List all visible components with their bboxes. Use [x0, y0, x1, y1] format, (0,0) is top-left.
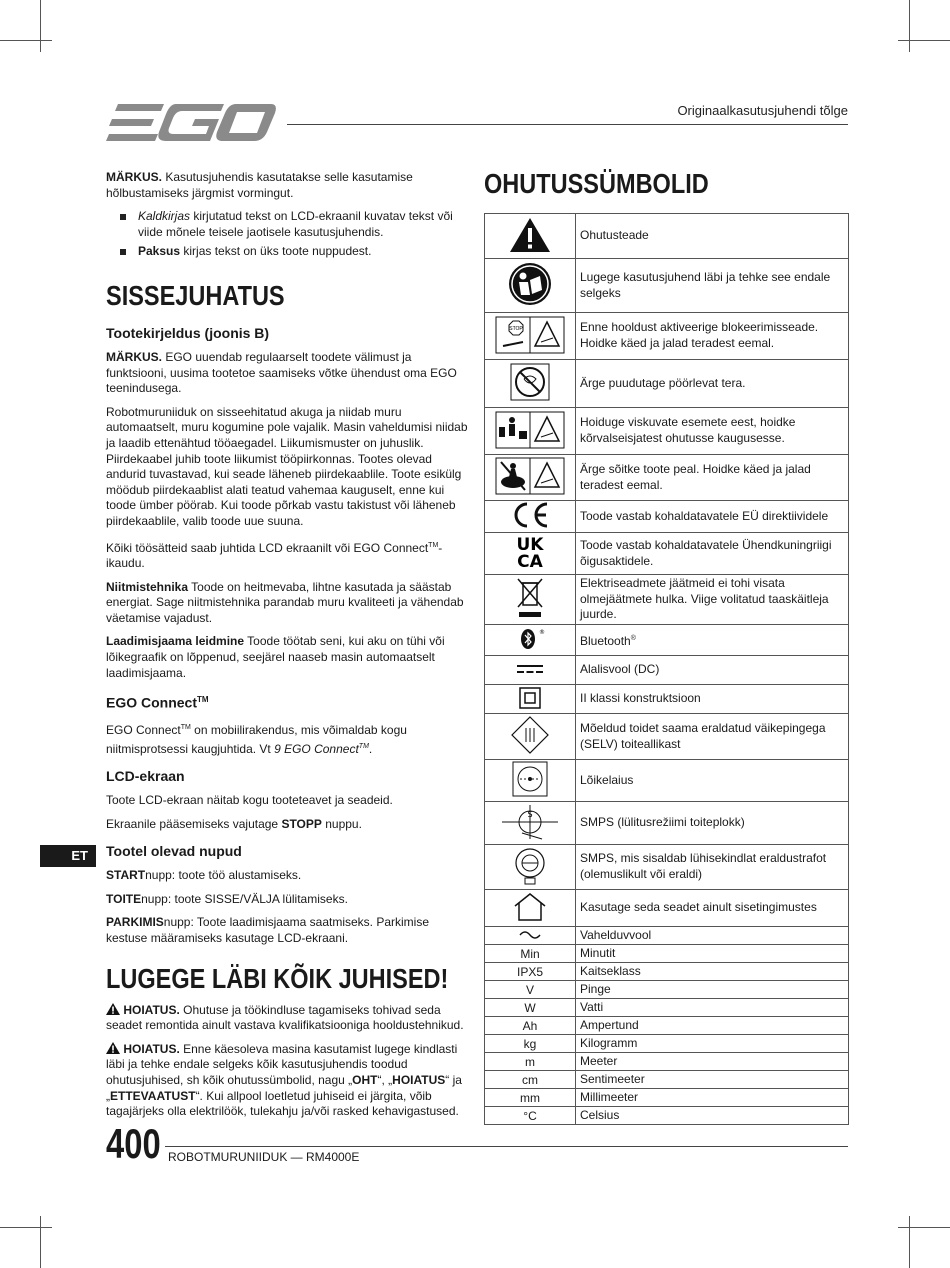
table-row: Ärge sõitke toote peal. Hoidke käed ja jalad teradest eemal.	[485, 455, 849, 501]
smps-transformer-icon	[485, 845, 576, 890]
table-row: Mõeldud toidet saama eraldatud väikepingega (SELV) toiteallikast	[485, 714, 849, 760]
crop-mark	[909, 0, 910, 52]
safety-symbols-table	[484, 213, 849, 1125]
table-row: Toode vastab kohaldatavatele EÜ direktiividele	[485, 501, 849, 533]
table-row: kg Kilogramm	[485, 1035, 849, 1053]
table-row: Lõikelaius	[485, 760, 849, 802]
table-row: S SMPS (lülitusrežiimi toiteplokk)	[485, 802, 849, 845]
thrown-objects-icon	[485, 408, 576, 455]
table-row: Lugege kasutusjuhend läbi ja tehke see endale selgeks	[485, 259, 849, 313]
lcd-stop-paragraph: Ekraanile pääsemiseks vajutage STOPP nuppu.	[106, 816, 362, 831]
table-row: SMPS, mis sisaldab lühisekindlat eraldustrafot (olemuslikult või eraldi)	[485, 845, 849, 890]
warning-read: HOIATUS. Enne käesoleva masina kasutamist lugege kindlasti läbi ja tehke endale selgeks kõik kasutusjuhendis toodud ohutusjuhised, sh kõik ohutussümbolid, nagu „OHT“, „HOIATUS“ ja „ETTEVAATUST“. Kui allpool loetletud juhiseid ei järgita, võib tagajärjeks olla elektrilöök, tulekahju ja/või rasked kehavigastused.	[106, 1041, 462, 1119]
header-subtitle: Originaalkasutusjuhendi tõlge	[677, 103, 848, 118]
header-divider	[287, 124, 848, 125]
list-item: Paksus kirjas tekst on üks toote nuppudest.	[138, 244, 468, 260]
table-row: ® Bluetooth®	[485, 625, 849, 656]
left-column	[106, 170, 468, 1128]
svg-text:UK: UK	[516, 535, 544, 555]
table-row: II klassi konstruktsioon	[485, 685, 849, 714]
read-manual-icon	[485, 259, 576, 313]
list-item: Kaldkirjas kirjutatud tekst on LCD-ekraanil kuvatav tekst või viide mõnele teisele jaotisele kasutusjuhendis.	[138, 209, 468, 240]
settings-paragraph: Kõiki töösätteid saab juhtida LCD ekraanilt või EGO Connect™-ikaudu.	[106, 540, 443, 571]
table-row: Elektriseadmete jäätmeid ei tohi visata olmejäätmete hulka. Viige volitatud taaskäitleja juurde.	[485, 575, 849, 625]
language-tab: ET	[40, 845, 96, 867]
table-row: Ohutusteade	[485, 214, 849, 259]
station-paragraph: Laadimisjaama leidmine Toode töötab seni, kui aku on tühi või lõikegraafik on lõppenud, seejärel naaseb masin automaatselt laadimisjaama.	[106, 634, 445, 680]
intro-paragraph: Robotmuruniiduk on sisseehitatud akuga ja niidab muru automaatselt, muru kogumine pole vajalik. Masin vaheldumisi niidab ja laadib ettenähtud tööaegadel. Liikumismuster on juhuslik. Piirdekaabel juhib toote liikumist tööpiirkonnas. Tootes olevad andurid tuvastavad, kui seade läheneb piirdekaablile. Toote esikülg möödub piirdekaablist alati teatud vahemaa kauguselt, enne kui toode ümber pöörab. Kui toode põrkab vastu takistust või läheneb piirdekaablile, valib toode uue suuna.	[106, 404, 468, 528]
svg-text:®: ®	[539, 628, 545, 636]
crop-mark	[898, 40, 950, 41]
table-row: V Pinge	[485, 981, 849, 999]
lcd-heading: LCD-ekraan	[106, 768, 185, 785]
table-row: Vahelduvvool	[485, 927, 849, 945]
table-row: UK CA Toode vastab kohaldatavatele Ühendkuningriigi õigusaktidele.	[485, 533, 849, 575]
read-instructions-heading: LUGEGE LÄBI KÕIK JUHISED!	[106, 962, 449, 994]
crop-mark	[40, 0, 41, 52]
table-row: STOP Enne hooldust aktiveerige blokeerimisseade. Hoidke käed ja jalad teradest eemal.	[485, 313, 849, 360]
mowing-paragraph: Niitmistehnika Toode on heitmevaba, lihtne kasutada ja säästab energiat. Sage niitmistehnika parandab muru kvaliteeti ja vähendab väetamise vajadust.	[106, 579, 464, 625]
buttons-heading: Tootel olevad nupud	[106, 843, 242, 860]
table-row: Min Minutit	[485, 945, 849, 963]
class-ii-icon	[485, 685, 576, 714]
table-row: Kasutage seda seadet ainult sisetingimustes	[485, 890, 849, 927]
stop-key-blade-icon	[485, 313, 576, 360]
format-note: MÄRKUS. Kasutusjuhendis kasutatakse selle kasutamise hõlbustamiseks järgmist vormingut.	[106, 170, 413, 200]
bluetooth-icon	[485, 625, 576, 656]
indoor-use-icon	[485, 890, 576, 927]
lcd-paragraph: Toote LCD-ekraan näitab kogu tooteteavet ja seadeid.	[106, 793, 393, 808]
format-list	[106, 209, 468, 260]
selv-icon	[485, 714, 576, 760]
footer-divider	[165, 1146, 848, 1147]
intro-heading: SISSEJUHATUS	[106, 279, 285, 311]
cutting-width-icon	[485, 760, 576, 802]
ego-connect-paragraph: EGO Connect™ on mobiilirakendus, mis võimaldab kogu niitmisprotsessi kaugjuhtida. Vt 9 EGO Connect™.	[106, 722, 407, 756]
table-row: W Vatti	[485, 999, 849, 1017]
footer-doc-title: ROBOTMURUNIIDUK — RM4000E	[168, 1150, 360, 1164]
dc-current-icon	[485, 656, 576, 685]
crop-mark	[0, 1227, 52, 1228]
svg-text:S: S	[527, 809, 533, 819]
table-row: mm Millimeeter	[485, 1089, 849, 1107]
table-row: Ah Ampertund	[485, 1017, 849, 1035]
update-note: MÄRKUS. EGO uuendab regulaarselt toodete välimust ja funktsiooni, uusima tootetoe saamiseks võtke ühendust oma EGO teenindusega.	[106, 349, 457, 396]
warning-icon	[106, 1003, 120, 1015]
safety-symbols-heading: OHUTUSSÜMBOLID	[484, 168, 709, 199]
page-number: 400	[106, 1120, 161, 1167]
ego-connect-heading: EGO Connect™	[106, 694, 209, 711]
table-row: cm Sentimeeter	[485, 1071, 849, 1089]
smps-icon	[485, 802, 576, 845]
start-button-desc: STARTnupp: toote töö alustamiseks.	[106, 868, 302, 883]
table-row: °C Celsius	[485, 1107, 849, 1125]
crop-mark	[40, 1216, 41, 1268]
table-row: Ärge puudutage pöörlevat tera.	[485, 360, 849, 408]
ce-mark-icon	[485, 501, 576, 533]
table-row: IPX5 Kaitseklass	[485, 963, 849, 981]
crop-mark	[898, 1227, 950, 1228]
svg-text:STOP: STOP	[509, 325, 523, 332]
power-button-desc: TOITEnupp: toote SISSE/VÄLJA lülitamiseks.	[106, 891, 348, 906]
warning-repair: HOIATUS. Ohutuse ja töökindluse tagamiseks tohivad seda seadet remontida ainult vastava kvalifikatsiooniga hooldustehnikud.	[106, 1002, 464, 1033]
table-row: Hoiduge viskuvate esemete eest, hoidke kõrvalseisjatest ohutusse kaugusesse.	[485, 408, 849, 455]
park-button-desc: PARKIMISnupp: Toote laadimisjaama saatmiseks. Parkimise kestuse määramiseks kasutage LCD-ekraani.	[106, 915, 430, 946]
ac-current-icon	[485, 927, 576, 945]
warning-triangle-icon	[485, 214, 576, 259]
crop-mark	[0, 40, 52, 41]
ego-logo	[106, 104, 276, 147]
table-row: Alalisvool (DC)	[485, 656, 849, 685]
no-touch-blade-icon	[485, 360, 576, 408]
warning-icon	[106, 1042, 120, 1054]
table-row: m Meeter	[485, 1053, 849, 1071]
svg-text:CA: CA	[517, 552, 543, 572]
no-ride-icon	[485, 455, 576, 501]
product-desc-heading: Tootekirjeldus (joonis B)	[106, 324, 270, 341]
weee-bin-icon	[485, 575, 576, 625]
ukca-mark-icon	[485, 533, 576, 575]
crop-mark	[909, 1216, 910, 1268]
